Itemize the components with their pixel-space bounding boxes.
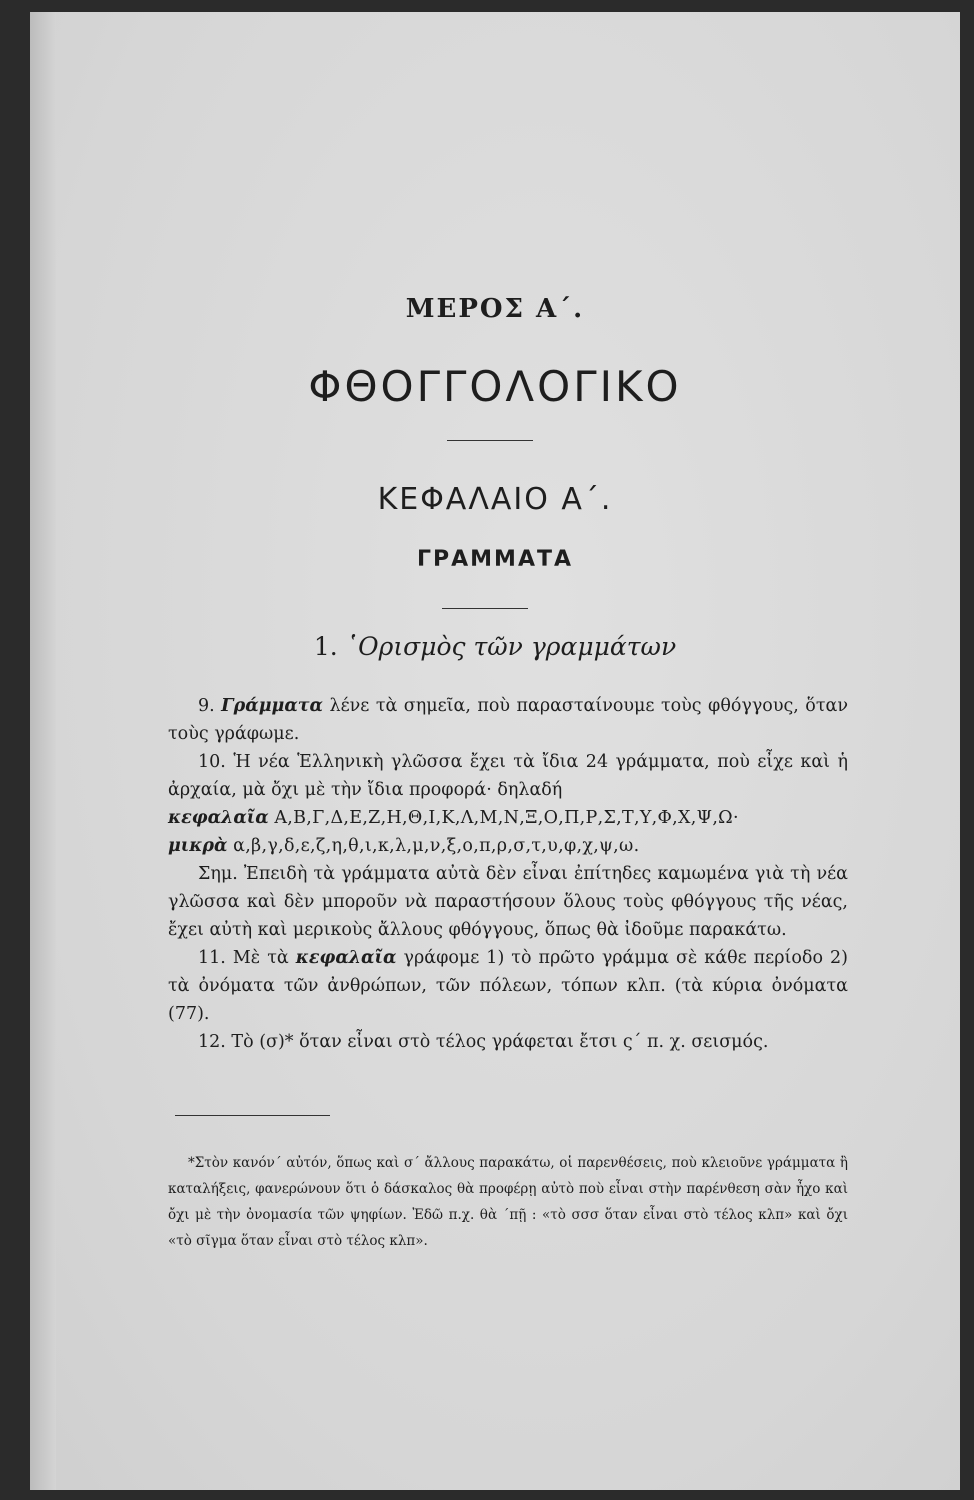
paragraph-number: 11. [198,948,226,968]
term: Γράμματα [221,696,324,716]
paragraph-10 [168,748,848,804]
paragraph-text: Τὸ (σ)* ὅταν εἶναι στὸ τέλος γράφεται ἔτσι ς΄ π. χ. σεισμός. [231,1032,769,1052]
term: κεφαλαῖα [295,948,397,968]
small-letters: α,β,γ,δ,ε,ζ,η,θ,ι,κ,λ,μ,ν,ξ,ο,π,ρ,σ,τ,υ,φ,χ,ψ,ω. [233,836,640,856]
chapter-subtitle: ΓΡΑΜΜΑΤΑ [416,547,573,572]
capitals-label: κεφαλαῖα [168,808,269,828]
paragraph-number: 10. [198,752,226,772]
footnote [168,1150,848,1254]
footnote-divider [175,1115,330,1116]
capitals-row [168,804,848,832]
paragraph-text: λένε τὰ σημεῖα, ποὺ παρασταίνουμε τοὺς φθόγγους, ὅταν τοὺς γράφωμε. [168,696,848,744]
paragraph-9 [168,692,848,748]
section-number: 1. [313,632,338,661]
small-label: μικρὰ [168,836,228,856]
paragraph-text: γράφομε 1) τὸ πρῶτο γράμμα σὲ κάθε περίοδο 2) τὰ ὀνόματα τῶν ἀνθρώπων, τῶν πόλεων, τόπων κλπ. (τὰ κύρια ὀνόματα (77). [168,948,848,1024]
book-page [30,12,960,1490]
chapter-divider [442,608,528,609]
section-heading [30,632,960,661]
section-title: ῾Ορισμὸς τῶν γραμμάτων [345,632,677,661]
body-text [168,692,848,1056]
page-edge [30,12,56,1490]
small-letters-row [168,832,848,860]
paragraph-prefix: Μὲ τὰ [232,948,289,968]
paragraph-text: Ἡ νέα Ἑλληνικὴ γλῶσσα ἔχει τὰ ἴδια 24 γράμματα, ποὺ εἶχε καὶ ἡ ἀρχαία, μὰ ὄχι μὲ τὴν ἴδια προφορά· δηλαδή [168,752,848,800]
paragraph-number: 9. [198,696,215,716]
footnote-text: *Στὸν κανόν΄ αὐτόν, ὅπως καὶ σ΄ ἄλλους παρακάτω, οἱ παρενθέσεις, ποὺ κλειοῦνε γράμματα ἢ καταλήξεις, φανερώνουν ὅτι ὁ δάσκαλος θὰ προφέρῃ αὐτὸ ποὺ εἶναι στὴν παρένθεση σὰν ἦχο καὶ ὄχι μὲ τὴν ὀνομασία τῶν ψηφίων. Ἐδῶ π.χ. θὰ ΄πῇ : «τὸ σσσ ὅταν εἶναι στὸ τέλος κλπ» καὶ ὄχι «τὸ σῖγμα ὅταν εἶναι στὸ τέλος κλπ». [168,1155,848,1249]
paragraph-11 [168,944,848,1028]
page-title: ΦΘΟΓΓΟΛΟΓΙΚΟ [308,362,682,411]
note-paragraph: Σημ. Ἐπειδὴ τὰ γράμματα αὐτὰ δὲν εἶναι ἐπίτηδες καμωμένα γιὰ τὴ νέα γλῶσσα καὶ δὲν μποροῦν νὰ παραστήσουν ὅλους τοὺς φθόγγους τῆς νέας, ἔχει αὐτὴ καὶ μερικοὺς ἄλλους φθόγγους, ὅπως θὰ ἰδοῦμε παρακάτω. [168,864,848,940]
paragraph-12 [168,1028,848,1056]
title-divider [447,440,533,441]
capital-letters: Α,Β,Γ,Δ,Ε,Ζ,Η,Θ,Ι,Κ,Λ,Μ,Ν,Ξ,Ο,Π,Ρ,Σ,Τ,Υ,Φ,Χ,Ψ,Ω· [274,808,739,828]
paragraph-number: 12. [198,1032,226,1052]
part-heading: ΜΕΡΟΣ Α΄. [405,294,585,324]
chapter-heading: ΚΕΦΑΛΑΙΟ Α΄. [377,482,613,517]
